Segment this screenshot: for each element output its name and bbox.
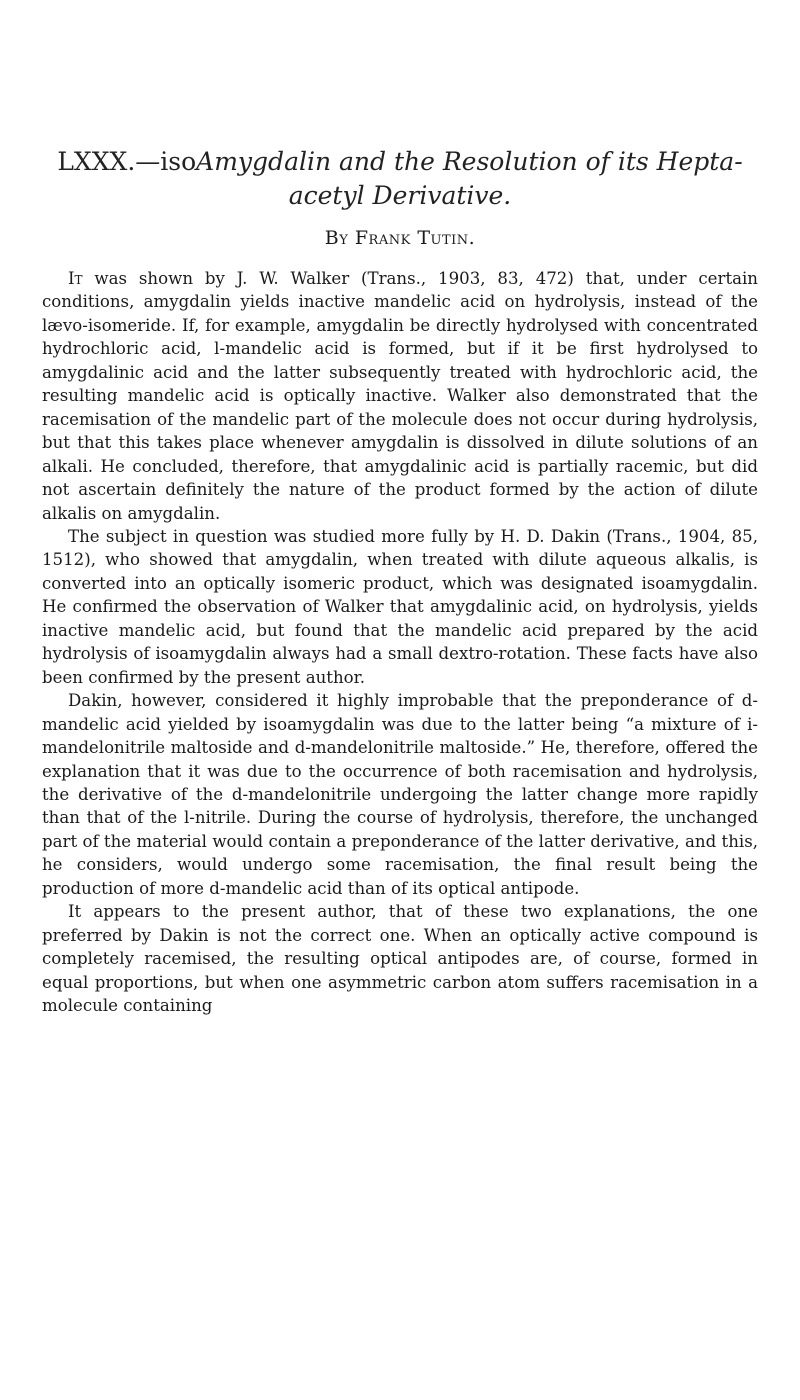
title-main: Amygdalin and the Resolution of its Hepta-acetyl Derivative. bbox=[196, 147, 743, 210]
paragraph-2: The subject in question was studied more fully by H. D. Dakin (Trans., 1904, 85, 1512), who showed that amygdalin, when treated with dilute aqueous alkalis, is converted into an optically isomeric product, which was designated isoamygdalin. He confirmed the observation of Walker that amygdalinic acid, on hydrolysis, yields inactive mandelic acid, but found that the mandelic acid prepared by the acid hydrolysis of isoamygdalin always had a small dextro-rotation. These facts have also been confirmed by the present author. bbox=[42, 526, 758, 687]
title-prefix: iso bbox=[160, 147, 197, 176]
paragraph-1-first-word: It bbox=[68, 269, 83, 288]
paragraph-3: Dakin, however, considered it highly improbable that the preponderance of d-mandelic acid yielded by isoamygdalin was due to the latter being “a mixture of i-mandelonitrile maltoside and d-mandelonitrile maltoside.” He, therefore, offered the explanation that it was due to the occurrence of both racemisation and hydrolysis, the derivative of the d-mandelonitrile undergoing the latter change more rapidly than that of the l-nitrile. During the course of hydrolysis, therefore, the unchanged part of the material would contain a preponderance of the latter derivative, and this, he considers, would undergo some racemisation, the final result being the production of more d-mandelic acid than of its optical antipode. bbox=[42, 691, 758, 898]
article-number: LXXX. bbox=[57, 147, 136, 176]
paragraph-4: It appears to the present author, that of these two explanations, the one preferred by Dakin is not the correct one. When an optically active compound is completely racemised, the resulting optical antipodes are, of course, formed in equal proportions, but when one asymmetric carbon atom suffers racemisation in a molecule containing bbox=[42, 902, 758, 1016]
paragraph-1-text: was shown by J. W. Walker (Trans., 1903, 83, 472) that, under certain conditions, amygdalin yields inactive mandelic acid on hydrolysis, instead of the lævo-isomeride. If, for example, amygdalin be directly hydrolysed with concentrated hydrochloric acid, l-mandelic acid is formed, but if it be first hydrolysed to amygdalinic acid and the latter subsequently treated with hydrochloric acid, the resulting mandelic acid is optically inactive. Walker also demonstrated that the racemisation of the mandelic part of the molecule does not occur during hydrolysis, but that this takes place whenever amygdalin is dissolved in dilute solutions of an alkali. He concluded, therefore, that amygdalinic acid is partially racemic, but did not ascertain definitely the nature of the product formed by the action of dilute alkalis on amygdalin. bbox=[42, 269, 758, 523]
paragraph-1 bbox=[42, 267, 758, 525]
title-dash: — bbox=[135, 147, 161, 176]
author-byline: By Frank Tutin. bbox=[324, 227, 476, 249]
article-title bbox=[42, 145, 758, 213]
